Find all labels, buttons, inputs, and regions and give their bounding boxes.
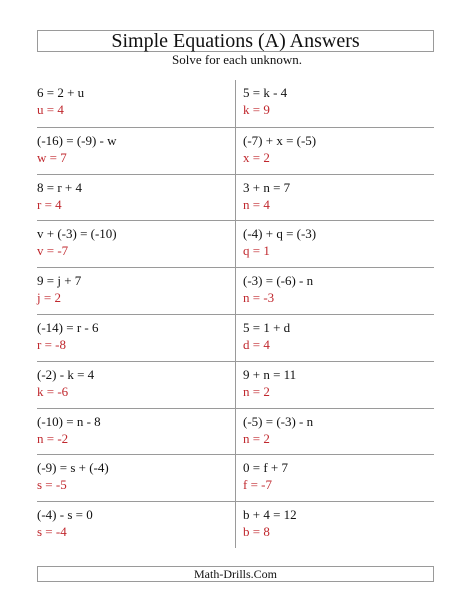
answer-text: d = 4	[243, 337, 270, 352]
equation-text: (-10) = n - 8	[37, 413, 101, 429]
equation-text: (-5) = (-3) - n	[243, 413, 314, 429]
problem-left	[37, 272, 81, 306]
problem-right	[243, 459, 288, 493]
answer-text: s = -4	[37, 524, 67, 540]
problem-row	[37, 80, 434, 127]
problem-right	[243, 132, 316, 166]
answer-text: n = -2	[37, 430, 69, 446]
problem-right	[243, 319, 290, 353]
equation-text: 8 = r + 4	[37, 179, 82, 195]
answer-text: u = 4	[37, 102, 64, 117]
problem-row	[37, 454, 434, 501]
equation-text: 9 = j + 7	[37, 273, 82, 289]
problem-row	[37, 361, 434, 408]
equation-text: (-16) = (-9) - w	[37, 132, 117, 148]
worksheet-title: Simple Equations (A) Answers	[37, 30, 434, 52]
problem-row	[37, 220, 434, 267]
equation-text: 3 + n = 7	[243, 179, 291, 195]
problem-left	[37, 225, 117, 259]
problem-right	[243, 225, 316, 259]
problem-right	[243, 506, 297, 540]
equation-text: (-4) - s = 0	[37, 507, 93, 523]
equation-text: (-9) = s + (-4)	[37, 460, 109, 476]
equation-text: 5 = 1 + d	[243, 320, 291, 335]
answer-text: n = 2	[243, 430, 270, 446]
equation-text: 0 = f + 7	[243, 460, 288, 476]
equation-text: 5 = k - 4	[243, 85, 288, 100]
problem-right	[243, 366, 296, 400]
equation-text: v + (-3) = (-10)	[37, 226, 117, 242]
problem-row	[37, 314, 434, 361]
worksheet-instructions: Solve for each unknown.	[172, 52, 302, 67]
problem-right	[243, 84, 287, 118]
answer-text: n = 4	[243, 196, 270, 212]
problem-left	[37, 413, 101, 447]
answer-text: j = 2	[37, 290, 61, 306]
answer-text: s = -5	[37, 477, 67, 493]
equation-text: 9 + n = 11	[243, 366, 297, 382]
problem-row	[37, 174, 434, 221]
equation-text: (-14) = r - 6	[37, 320, 99, 335]
answer-text: v = -7	[37, 243, 69, 259]
answer-text: q = 1	[243, 243, 270, 259]
problem-left	[37, 84, 84, 118]
answer-text: r = -8	[37, 337, 66, 352]
problem-right	[243, 272, 313, 306]
problem-row	[37, 127, 434, 174]
answer-text: f = -7	[243, 477, 272, 493]
problem-left	[37, 506, 93, 540]
equation-text: (-2) - k = 4	[37, 366, 95, 382]
problem-left	[37, 459, 109, 493]
answer-text: r = 4	[37, 196, 62, 212]
problem-row	[37, 501, 434, 548]
problem-left	[37, 319, 98, 353]
problem-grid	[37, 80, 434, 548]
equation-text: (-3) = (-6) - n	[243, 273, 314, 289]
problem-row	[37, 408, 434, 455]
equation-text: (-7) + x = (-5)	[243, 132, 317, 148]
problem-right	[243, 179, 290, 213]
equation-text: b + 4 = 12	[243, 507, 297, 523]
answer-text: k = -6	[37, 383, 69, 399]
footer-credit: Math-Drills.Com	[37, 566, 434, 582]
problem-row	[37, 267, 434, 314]
problem-right	[243, 413, 313, 447]
answer-text: b = 8	[243, 524, 270, 540]
problem-left	[37, 132, 117, 166]
problem-left	[37, 179, 82, 213]
answer-text: w = 7	[37, 149, 67, 165]
answer-text: x = 2	[243, 149, 270, 165]
problem-left	[37, 366, 94, 400]
answer-text: n = -3	[243, 290, 275, 306]
answer-text: k = 9	[243, 102, 270, 117]
equation-text: (-4) + q = (-3)	[243, 226, 317, 242]
equation-text: 6 = 2 + u	[37, 85, 85, 100]
answer-text: n = 2	[243, 383, 270, 399]
